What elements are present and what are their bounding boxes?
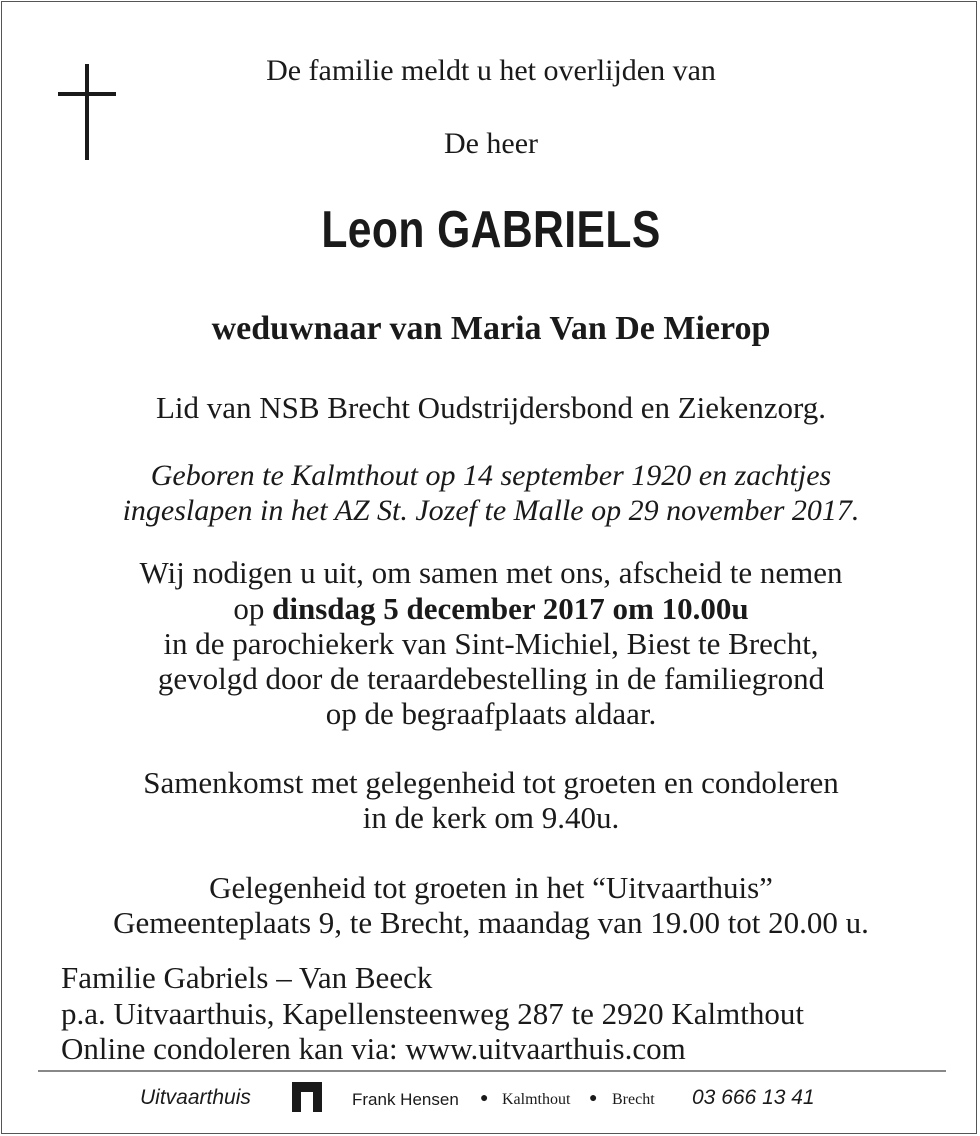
obituary-card xyxy=(1,1,977,1134)
invitation-prefix: op xyxy=(233,591,273,626)
birth-line-2: ingeslapen in het AZ St. Jozef te Malle op 29 november 2017. xyxy=(122,494,860,527)
invitation-line-4: gevolgd door de teraardebestelling in de familiegrond xyxy=(157,661,825,696)
invitation-line-3: in de parochiekerk van Sint-Michiel, Biest te Brecht, xyxy=(163,626,819,661)
meeting-line-1: Samenkomst met gelegenheid tot groeten en condoleren xyxy=(143,765,839,800)
meeting-line-2: in de kerk om 9.40u. xyxy=(362,800,620,835)
spouse-line: weduwnaar van Maria Van De Mierop xyxy=(211,310,771,347)
location-brecht: Brecht xyxy=(612,1091,655,1108)
correspondence-address: p.a. Uitvaarthuis, Kapellensteenweg 287 te 2920 Kalmthout xyxy=(61,996,804,1031)
ceremony-datetime: dinsdag 5 december 2017 om 10.00u xyxy=(272,591,749,626)
intro-text: De familie meldt u het overlijden van xyxy=(266,54,716,87)
separator-dot: ● xyxy=(589,1091,598,1106)
phone-number: 03 666 13 41 xyxy=(692,1086,815,1109)
funeral-home-brand: Uitvaarthuis xyxy=(140,1086,251,1109)
funeral-home-footer xyxy=(2,1080,980,1120)
birth-line-1: Geboren te Kalmthout op 14 september 1920 en zachtjes xyxy=(150,459,832,492)
greeting-line-1: Gelegenheid tot groeten in het “Uitvaarthuis” xyxy=(209,870,773,905)
honorific: De heer xyxy=(443,127,539,160)
location-kalmthout: Kalmthout xyxy=(502,1091,571,1108)
online-condolence-line: Online condoleren kan via: www.uitvaarthuis.com xyxy=(61,1031,686,1066)
membership-line: Lid van NSB Brecht Oudstrijdersbond en Ziekenzorg. xyxy=(155,390,827,425)
family-signature: Familie Gabriels – Van Beeck xyxy=(61,960,433,995)
separator-dot: ● xyxy=(480,1091,489,1106)
funeral-director: Frank Hensen xyxy=(352,1090,459,1109)
uitvaarthuis-logo-icon xyxy=(292,1082,322,1112)
invitation-line-2 xyxy=(2,591,980,627)
footer-divider xyxy=(38,1070,946,1072)
deceased-name: Leon GABRIELS xyxy=(321,201,661,259)
invitation-line-5: op de begraafplaats aldaar. xyxy=(325,696,657,731)
greeting-line-2: Gemeenteplaats 9, te Brecht, maandag van 19.00 tot 20.00 u. xyxy=(113,905,869,940)
invitation-line-1: Wij nodigen u uit, om samen met ons, afscheid te nemen xyxy=(139,555,843,590)
